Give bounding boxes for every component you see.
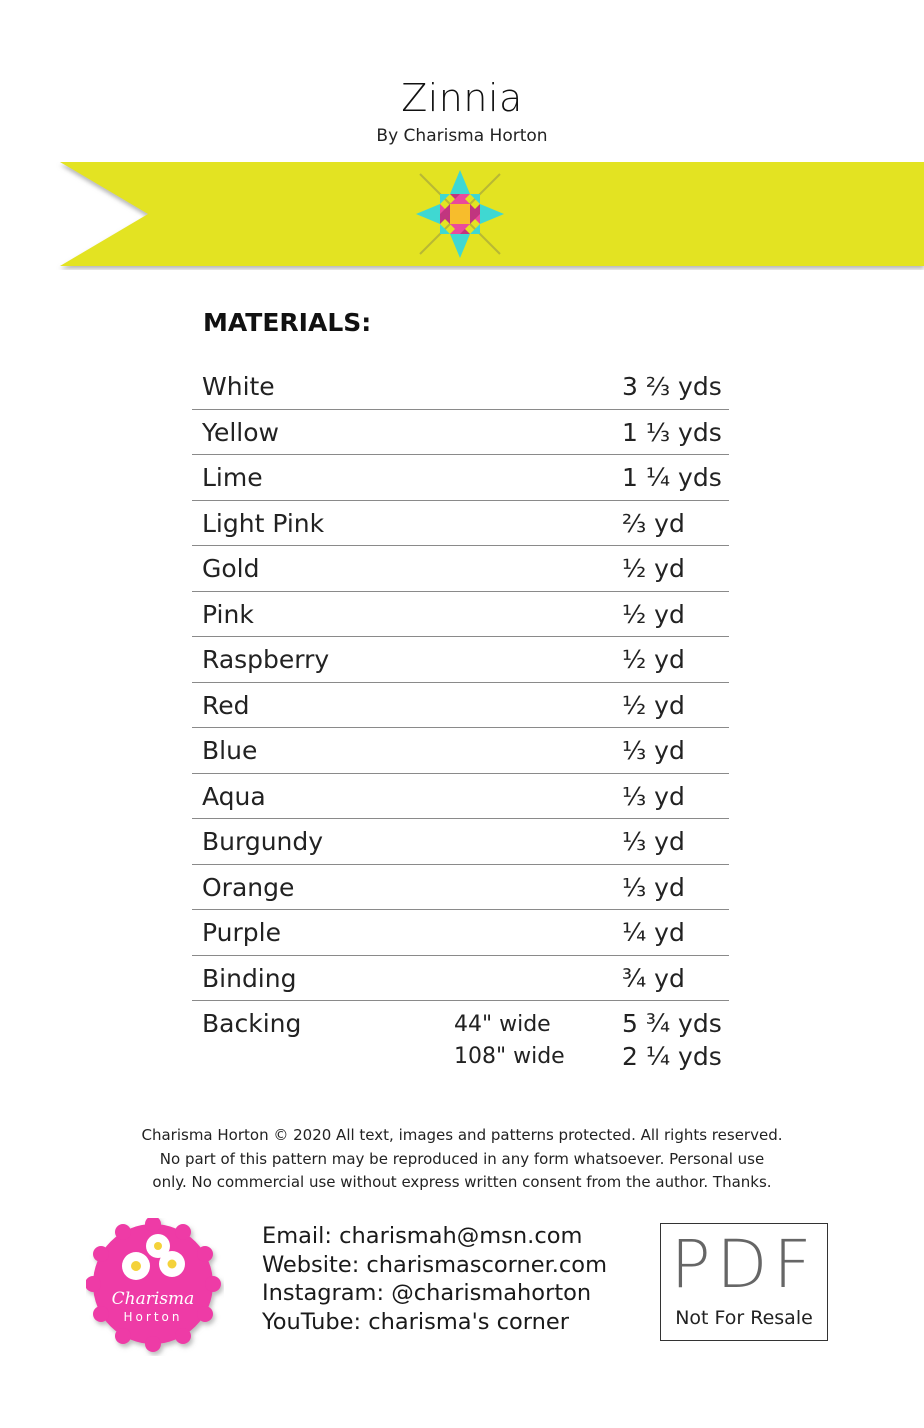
material-name: Aqua: [202, 781, 266, 811]
material-name: Orange: [202, 872, 295, 902]
backing-qty-108: 2 ¼ yds: [622, 1042, 722, 1071]
header-banner: [56, 162, 924, 270]
backing-width-108: 108" wide: [454, 1044, 565, 1069]
pattern-title: Zinnia: [401, 76, 523, 120]
material-row: [192, 592, 729, 638]
material-name: Yellow: [202, 417, 279, 447]
star-block-icon: [416, 170, 504, 258]
material-name: Burgundy: [202, 827, 324, 856]
material-row: [192, 819, 729, 865]
material-row: [192, 455, 729, 501]
stamp-note: Not For Resale: [675, 1307, 813, 1329]
material-name: Gold: [202, 554, 260, 583]
material-qty: ½ yd: [622, 645, 685, 674]
logo-surname: Horton: [123, 1310, 183, 1324]
material-row: [192, 774, 729, 820]
backing-qty-44: 5 ¾ yds: [622, 1009, 722, 1038]
contact-info: [262, 1222, 607, 1336]
logo-name: Charisma: [111, 1289, 195, 1309]
contact-youtube[interactable]: YouTube: charisma's corner: [262, 1308, 569, 1335]
material-name: Red: [202, 690, 250, 720]
material-name: Pink: [202, 599, 254, 629]
material-qty: ⅔ yd: [622, 508, 685, 538]
material-qty: ½ yd: [622, 554, 685, 583]
charisma-horton-logo: [86, 1218, 224, 1356]
material-row: [192, 683, 729, 729]
material-qty: ⅓ yd: [622, 781, 685, 811]
copyright-notice: [110, 1124, 814, 1195]
material-qty: ⅓ yd: [622, 736, 685, 765]
material-row: [192, 364, 729, 410]
material-row: [192, 410, 729, 456]
backing-name: Backing: [202, 1009, 302, 1038]
material-qty: ¾ yd: [622, 963, 685, 993]
material-name: White: [202, 372, 275, 401]
copyright-line: only. No commercial use without express written consent from the author. Thanks.: [152, 1173, 772, 1191]
pattern-author: By Charisma Horton: [376, 126, 548, 146]
contact-website[interactable]: Website: charismascorner.com: [262, 1251, 607, 1278]
copyright-line: Charisma Horton © 2020 All text, images and patterns protected. All rights reserved.: [141, 1126, 783, 1144]
material-row: [192, 910, 729, 956]
material-row: [192, 865, 729, 911]
material-qty: ⅓ yd: [622, 872, 685, 902]
material-row: [192, 546, 729, 592]
material-name: Purple: [202, 918, 281, 947]
material-qty: ½ yd: [622, 690, 685, 720]
material-name: Blue: [202, 736, 258, 765]
material-row: [192, 956, 729, 1002]
copyright-line: No part of this pattern may be reproduced in any form whatsoever. Personal use: [159, 1149, 765, 1168]
stamp-pdf-label: PDF: [670, 1226, 818, 1303]
not-for-resale-stamp: [660, 1223, 828, 1341]
material-qty: 1 ⅓ yds: [622, 417, 722, 447]
material-row: [192, 501, 729, 547]
material-qty: 1 ¼ yds: [622, 463, 722, 492]
material-qty: 3 ⅔ yds: [622, 372, 722, 401]
material-row: [192, 637, 729, 683]
material-name: Raspberry: [202, 645, 330, 674]
material-name: Light Pink: [202, 508, 325, 538]
material-qty: ½ yd: [622, 599, 685, 629]
contact-email[interactable]: Email: charismah@msn.com: [262, 1223, 583, 1249]
material-qty: ¼ yd: [622, 918, 685, 947]
material-name: Lime: [202, 463, 263, 492]
materials-heading: MATERIALS:: [203, 308, 372, 337]
material-qty: ⅓ yd: [622, 827, 685, 856]
backing-width-44: 44" wide: [454, 1012, 551, 1037]
material-name: Binding: [202, 963, 297, 993]
contact-instagram[interactable]: Instagram: @charismahorton: [262, 1280, 592, 1306]
material-row: [192, 728, 729, 774]
backing-row: [192, 1006, 729, 1076]
materials-table: [192, 364, 729, 1001]
